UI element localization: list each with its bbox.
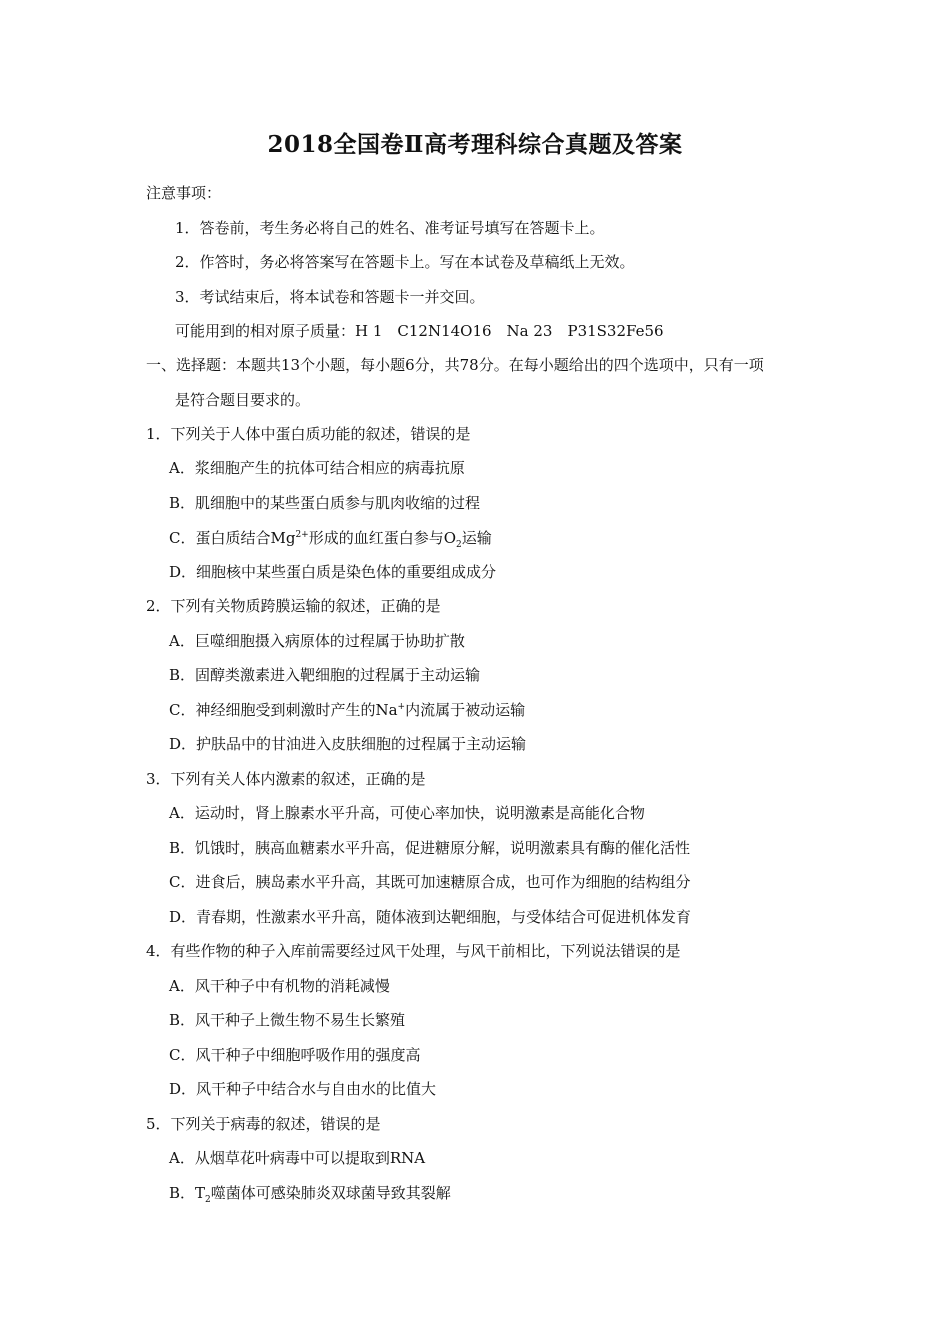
q1c-pre: C．蛋白质结合Mg [169,529,296,547]
question-4-option-c: C．风干种子中细胞呼吸作用的强度高 [169,1046,421,1064]
q5b-pre: B．T [169,1184,206,1202]
question-3-option-c: C．进食后，胰岛素水平升高，其既可加速糖原合成，也可作为细胞的结构组分 [169,873,691,891]
question-4-option-a: A．风干种子中有机物的消耗减慢 [169,977,390,995]
q2c-sup: + [397,702,406,712]
question-3-option-a: A．运动时，肾上腺素水平升高，可使心率加快，说明激素是高能化合物 [169,804,645,822]
question-5-option-a: A．从烟草花叶病毒中可以提取到RNA [169,1149,426,1167]
question-2-option-d: D．护肤品中的甘油进入皮肤细胞的过程属于主动运输 [169,735,527,753]
notice-item-1: 1．答卷前，考生务必将自己的姓名、准考证号填写在答题卡上。 [175,219,605,237]
notice-heading: 注意事项： [146,184,222,202]
question-2-option-a: A．巨噬细胞摄入病原体的过程属于协助扩散 [169,632,465,650]
question-4-option-d: D．风干种子中结合水与自由水的比值大 [169,1080,437,1098]
question-1-option-a: A．浆细胞产生的抗体可结合相应的病毒抗原 [169,459,465,477]
question-2-option-b: B．固醇类激素进入靶细胞的过程属于主动运输 [169,666,481,684]
section-heading-line-1: 一、选择题：本题共13个小题，每小题6分，共78分。在每小题给出的四个选项中，只有一项 [146,356,764,374]
question-1-option-c [169,528,492,548]
q1c-sup: 2+ [295,530,309,540]
notice-item-3: 3．考试结束后，将本试卷和答题卡一并交回。 [175,288,485,306]
question-2-stem: 2．下列有关物质跨膜运输的叙述，正确的是 [146,597,441,615]
question-4-option-b: B．风干种子上微生物不易生长繁殖 [169,1011,406,1029]
q2c-pre: C．神经细胞受到刺激时产生的Na [169,701,398,719]
question-3-stem: 3．下列有关人体内激素的叙述，正确的是 [146,770,426,788]
q2c-post: 内流属于被动运输 [405,701,526,719]
question-5-stem: 5．下列关于病毒的叙述，错误的是 [146,1115,381,1133]
question-1-option-d: D．细胞核中某些蛋白质是染色体的重要组成成分 [169,563,497,581]
question-3-option-d: D．青春期，性激素水平升高，随体液到达靶细胞，与受体结合可促进机体发育 [169,908,692,926]
atomic-masses: 可能用到的相对原子质量：H 1 C12N14O16 Na 23 P31S32Fe56 [175,322,664,340]
notice-item-2: 2．作答时，务必将答案写在答题卡上。写在本试卷及草稿纸上无效。 [175,253,635,271]
q1c-sub: 2 [456,540,462,550]
q1c-post: 运输 [461,529,492,547]
q5b-sub: 2 [205,1195,211,1205]
question-1-stem: 1．下列关于人体中蛋白质功能的叙述，错误的是 [146,425,471,443]
page-title: 2018全国卷Ⅱ高考理科综合真题及答案 [267,131,683,158]
section-heading-line-2: 是符合题目要求的。 [175,391,311,409]
question-2-option-c [169,700,525,720]
q5b-post: 噬菌体可感染肺炎双球菌导致其裂解 [210,1184,451,1202]
question-4-stem: 4．有些作物的种子入库前需要经过风干处理，与风干前相比，下列说法错误的是 [146,942,681,960]
question-3-option-b: B．饥饿时，胰高血糖素水平升高，促进糖原分解，说明激素具有酶的催化活性 [169,839,691,857]
question-1-option-b: B．肌细胞中的某些蛋白质参与肌肉收缩的过程 [169,494,481,512]
q1c-mid: 形成的血红蛋白参与O [308,529,457,547]
question-5-option-b [169,1183,451,1203]
